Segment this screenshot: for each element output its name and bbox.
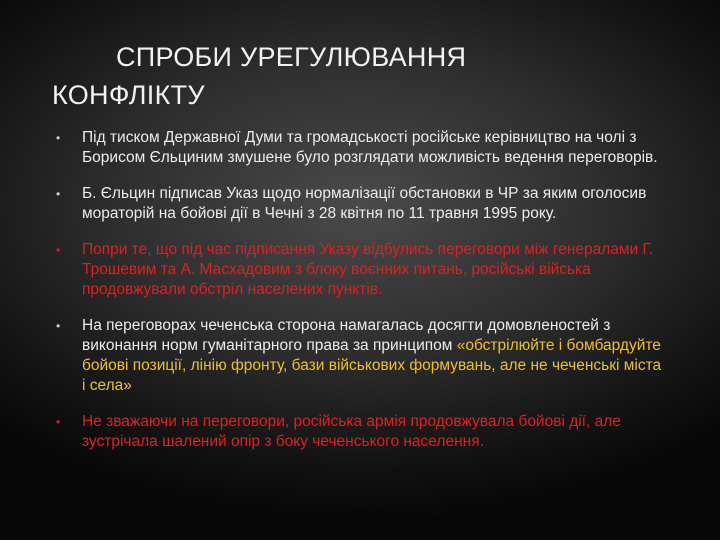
bullet-item	[56, 412, 666, 452]
bullet-item	[56, 128, 666, 168]
bullet-text: Попри те, що під час підписання Указу відбулись переговори між генералами Г. Трошевим та А. Масхадовим з блоку воєнних питань, російські війська продовжували обстріл населених пунктів.	[82, 241, 654, 298]
bullet-text	[82, 317, 661, 394]
bullet-text: Б. Єльцин підписав Указ щодо нормалізації обстановки в ЧР за яким оголосив мораторій на бойові дії в Чечні з 28 квітня по 11 травня 1995 року.	[82, 185, 647, 222]
bullet-list	[56, 128, 666, 468]
bullet-dot-icon: •	[56, 243, 61, 257]
bullet-dot-icon: •	[56, 319, 61, 333]
bullet-text: Не зважаючи на переговори, російська армія продовжувала бойові дії, але зустрічала шалений опір з боку чеченського населення.	[82, 413, 621, 450]
bullet-item	[56, 184, 666, 224]
bullet-item	[56, 240, 666, 300]
bullet-item	[56, 316, 666, 396]
bullet-dot-icon: •	[56, 187, 61, 201]
slide-title: СПРОБИ УРЕГУЛЮВАННЯ КОНФЛІКТУ	[52, 42, 467, 110]
bullet-text-plain: На переговорах чеченська сторона намагалась досягти домовленостей з виконання норм гуманітарного права за принципом	[82, 317, 611, 354]
bullet-text: Під тиском Державної Думи та громадськості російське керівництво на чолі з Борисом Єльциним змушене було розглядати можливість ведення переговорів.	[82, 129, 658, 166]
bullet-dot-icon: •	[56, 131, 61, 145]
bullet-dot-icon: •	[56, 415, 61, 429]
bullet-text-highlight: «обстрілюйте і бомбардуйте бойові позиції, лінію фронту, бази військових формувань, але не чеченські міста і села»	[82, 337, 662, 394]
